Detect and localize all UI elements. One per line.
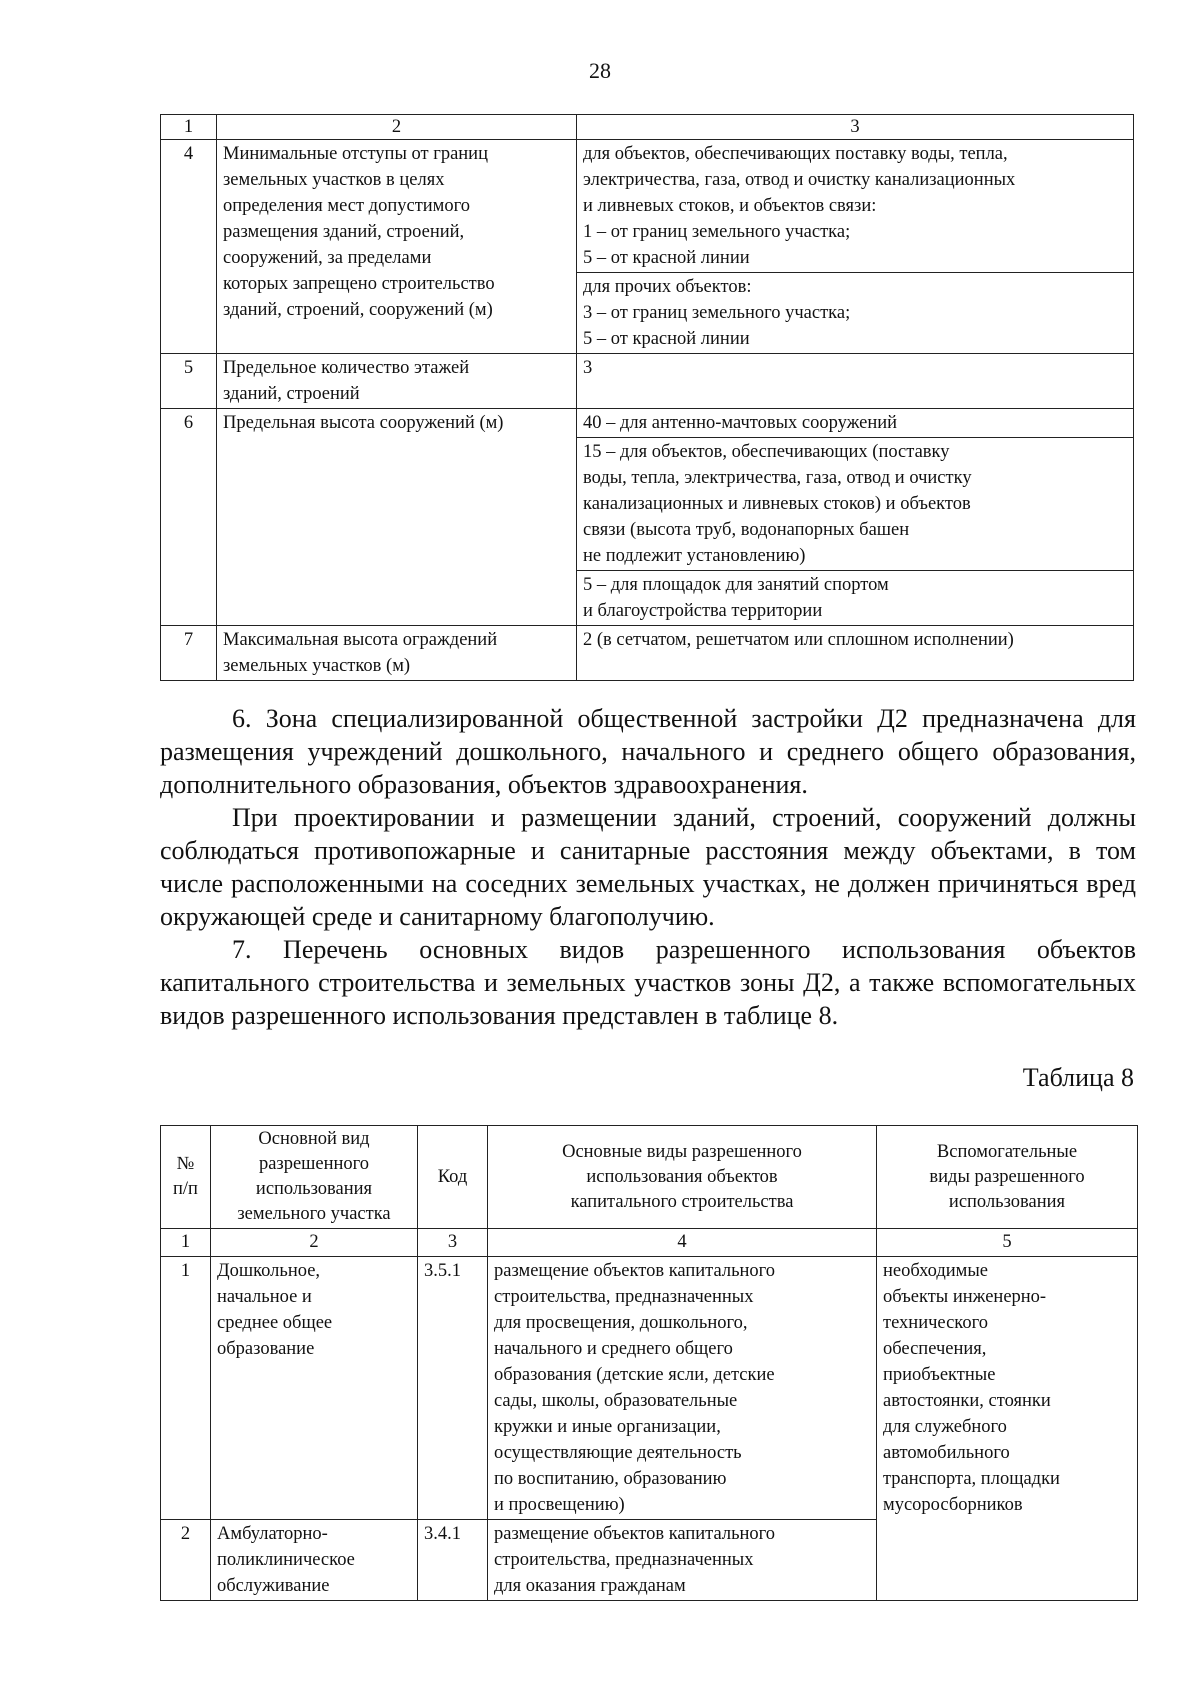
text-line: размещение объектов капитального <box>494 1261 776 1281</box>
table-row <box>161 409 1134 438</box>
text-line: строительства, предназначенных <box>494 1550 754 1570</box>
text-line: зданий, строений, сооружений (м) <box>223 300 493 320</box>
text-line: 5 – от красной линии <box>583 248 750 268</box>
text-line: использования <box>948 1191 1066 1212</box>
header-land-use <box>211 1126 418 1229</box>
parameter-cell <box>217 140 577 354</box>
text-line: 1 – от границ земельного участка; <box>583 222 851 242</box>
permitted-uses-table <box>160 1125 1138 1601</box>
text-line: для объектов, обеспечивающих поставку воды, тепла, <box>583 144 1008 164</box>
text-line: Дошкольное, <box>217 1261 321 1281</box>
table-caption: Таблица 8 <box>1022 1063 1134 1092</box>
table-header-row <box>161 115 1134 140</box>
text-line: п/п <box>173 1179 198 1199</box>
text-line: связи (высота труб, водонапорных башен <box>583 520 910 540</box>
table-row <box>161 1257 1138 1520</box>
value-cell <box>577 140 1134 273</box>
table-row <box>161 354 1134 409</box>
text-line: и ливневых стоков, и объектов связи: <box>583 196 877 216</box>
text-line: 3 – от границ земельного участка; <box>583 303 851 323</box>
column-number-cell: 2 <box>217 115 577 140</box>
text-line: среднее общее <box>217 1313 333 1333</box>
text-line: электричества, газа, отвод и очистку канализационных <box>583 170 1016 190</box>
table-row <box>161 626 1134 681</box>
text-line: разрешенного <box>258 1154 370 1174</box>
text-line: мусоросборников <box>883 1495 1023 1515</box>
paragraph-permitted-uses: 7. Перечень основных видов разрешенного использования объектов капитального строительства и земельных участков зоны Д2, а также вспомогательных видов разрешенного использования представлен в таблице 8. <box>160 935 1136 1030</box>
zone-parameters-table <box>160 114 1134 681</box>
text-line: кружки и иные организации, <box>494 1417 721 1437</box>
paragraph-zone-d2: 6. Зона специализированной общественной застройки Д2 предназначена для размещения учреждений дошкольного, начального и среднего общего образования, дополнительного образования, объектов здравоохранения. <box>160 704 1136 799</box>
text-line: Основные виды разрешенного <box>562 1141 802 1162</box>
text-line: земельных участков (м) <box>223 656 411 676</box>
value-cell: 3 <box>577 354 1134 409</box>
land-use-cell <box>211 1520 418 1601</box>
text-line: объекты инженерно- <box>883 1287 1047 1307</box>
text-line: капитального строительства <box>570 1191 794 1212</box>
row-number-cell: 6 <box>161 409 217 626</box>
text-line: осуществляющие деятельность <box>494 1443 742 1463</box>
text-line: 5 – от красной линии <box>583 329 750 349</box>
column-number-cell: 3 <box>577 115 1134 140</box>
parameter-cell <box>217 626 577 681</box>
code-cell: 3.5.1 <box>418 1257 488 1520</box>
text-line: приобъектные <box>883 1365 996 1385</box>
main-uses-cell <box>488 1520 877 1601</box>
text-line: начального и среднего общего <box>494 1339 733 1359</box>
text-line: № <box>176 1154 195 1174</box>
text-line: строительства, предназначенных <box>494 1287 754 1307</box>
text-line: 5 – для площадок для занятий спортом <box>583 575 889 595</box>
value-cell: 40 – для антенно-мачтовых сооружений <box>577 409 1134 438</box>
text-line: технического <box>883 1313 988 1333</box>
text-line: воды, тепла, электричества, газа, отвод и очистку <box>583 468 972 488</box>
text-line: Минимальные отступы от границ <box>223 144 488 164</box>
text-line: земельного участка <box>237 1204 391 1224</box>
text-line: зданий, строений <box>223 384 360 404</box>
code-cell: 3.4.1 <box>418 1520 488 1601</box>
text-line: начальное и <box>217 1287 312 1307</box>
text-line: сады, школы, образовательные <box>494 1391 738 1411</box>
text-line: для прочих объектов: <box>583 277 752 297</box>
paragraph-design-requirements: При проектировании и размещении зданий, строений, сооружений должны соблюдаться противопожарные и санитарные расстояния между объектами, в том числе расположенными на соседних земельных участках, не должен причиняться вред окружающей среде и санитарному благополучию. <box>160 803 1136 931</box>
text-line: необходимые <box>883 1261 988 1281</box>
text-line: Амбулаторно- <box>217 1524 328 1544</box>
table-row <box>161 140 1134 273</box>
row-number-cell: 5 <box>161 354 217 409</box>
value-cell <box>577 273 1134 354</box>
text-line: автомобильного <box>883 1443 1010 1463</box>
text-line: и просвещению) <box>494 1495 625 1515</box>
column-number-cell: 4 <box>488 1229 877 1257</box>
row-number-cell: 1 <box>161 1257 211 1520</box>
text-line: определения мест допустимого <box>223 196 471 216</box>
text-line: по воспитанию, образованию <box>494 1469 727 1489</box>
text-line: использования объектов <box>586 1166 778 1187</box>
page-number: 28 <box>589 58 611 83</box>
text-line: для оказания гражданам <box>494 1576 686 1596</box>
value-cell <box>577 438 1134 571</box>
column-number-cell: 2 <box>211 1229 418 1257</box>
text-line: обслуживание <box>217 1576 330 1596</box>
header-code: Код <box>418 1126 488 1229</box>
text-line: которых запрещено строительство <box>223 274 495 294</box>
text-line: поликлиническое <box>217 1550 355 1570</box>
text-line: сооружений, за пределами <box>223 248 432 268</box>
text-line: не подлежит установлению) <box>583 546 806 566</box>
text-line: образования (детские ясли, детские <box>494 1365 775 1385</box>
value-cell <box>577 571 1134 626</box>
text-line: 15 – для объектов, обеспечивающих (поставку <box>583 442 950 462</box>
text-line: использования <box>255 1179 373 1199</box>
text-line: обеспечения, <box>883 1339 987 1359</box>
text-line: для служебного <box>883 1417 1007 1437</box>
text-line: размещения зданий, строений, <box>223 222 465 242</box>
text-line: для просвещения, дошкольного, <box>494 1313 748 1333</box>
column-number-cell: 1 <box>161 1229 211 1257</box>
auxiliary-uses-cell <box>877 1257 1138 1601</box>
text-line: и благоустройства территории <box>583 601 823 621</box>
column-numbers-row <box>161 1229 1138 1257</box>
parameter-cell <box>217 354 577 409</box>
main-uses-cell <box>488 1257 877 1520</box>
column-number-cell: 3 <box>418 1229 488 1257</box>
table-header-row <box>161 1126 1138 1229</box>
text-line: Максимальная высота ограждений <box>223 630 498 650</box>
column-number-cell: 1 <box>161 115 217 140</box>
text-line: транспорта, площадки <box>883 1469 1060 1489</box>
text-line: размещение объектов капитального <box>494 1524 776 1544</box>
column-number-cell: 5 <box>877 1229 1138 1257</box>
text-line: образование <box>217 1339 315 1359</box>
text-line: Вспомогательные <box>936 1141 1078 1162</box>
row-number-cell: 7 <box>161 626 217 681</box>
text-line: земельных участков в целях <box>223 170 445 190</box>
row-number-cell: 4 <box>161 140 217 354</box>
text-line: виды разрешенного <box>929 1166 1085 1187</box>
header-number <box>161 1126 211 1229</box>
value-cell: 2 (в сетчатом, решетчатом или сплошном исполнении) <box>577 626 1134 681</box>
text-line: канализационных и ливневых стоков) и объектов <box>583 494 971 514</box>
header-auxiliary-uses <box>877 1126 1138 1229</box>
header-main-uses <box>488 1126 877 1229</box>
text-line: автостоянки, стоянки <box>883 1391 1051 1411</box>
parameter-cell: Предельная высота сооружений (м) <box>217 409 577 626</box>
row-number-cell: 2 <box>161 1520 211 1601</box>
text-line: Предельное количество этажей <box>223 358 470 378</box>
land-use-cell <box>211 1257 418 1520</box>
text-line: Основной вид <box>258 1129 370 1149</box>
